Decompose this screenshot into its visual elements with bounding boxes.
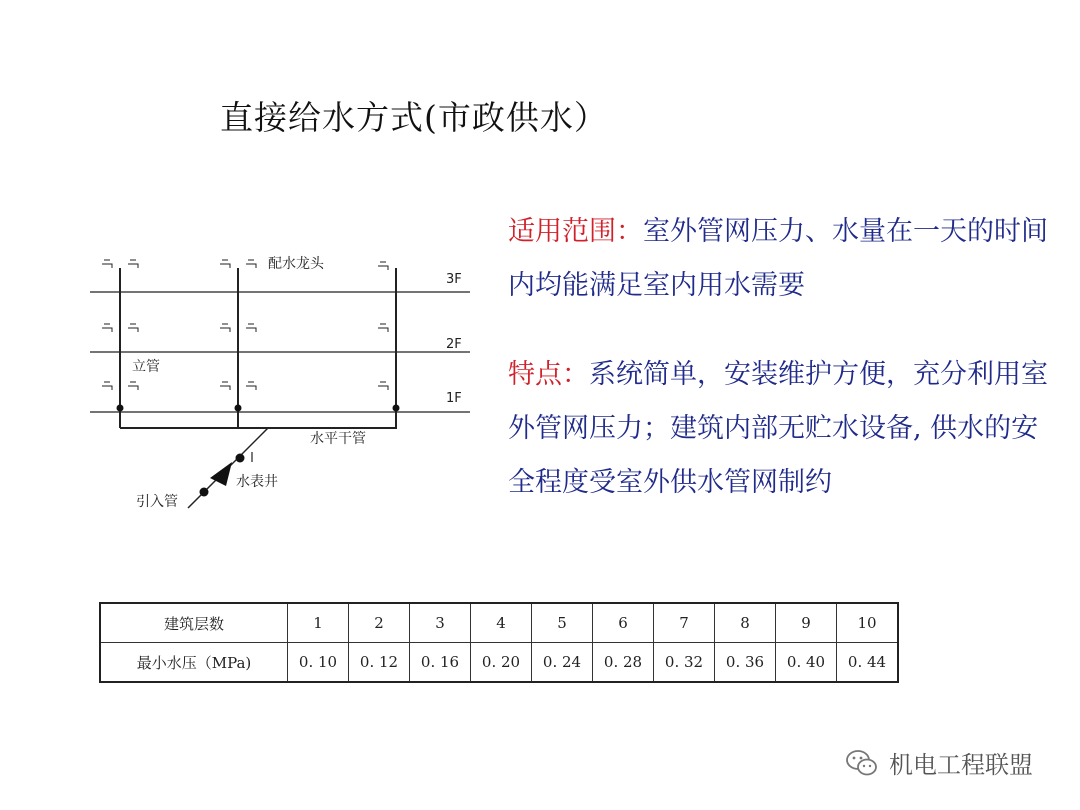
- riser-valve-icons: [117, 405, 400, 412]
- pressure-cell: 0. 10: [288, 643, 349, 683]
- features-text: 系统简单，安装维护方便，充分利用室外管网压力；建筑内部无贮水设备, 供水的安全程度受室外供水管网制约: [508, 359, 1048, 498]
- floor-cell: 9: [776, 603, 837, 643]
- pressure-cell: 0. 24: [532, 643, 593, 683]
- page-title: 直接给水方式(市政供水）: [220, 98, 608, 137]
- pressure-cell: 0. 40: [776, 643, 837, 683]
- faucet-label: 配水龙头: [268, 256, 324, 272]
- inlet-label: 引入管: [136, 494, 178, 510]
- pressure-cell: 0. 16: [410, 643, 471, 683]
- floor-cell: 8: [715, 603, 776, 643]
- table-row-floors: [100, 603, 898, 643]
- pressure-cell: 0. 28: [593, 643, 654, 683]
- floor-cell: 7: [654, 603, 715, 643]
- pressure-cell: 0. 44: [837, 643, 899, 683]
- table-row-pressure: [100, 643, 898, 683]
- scope-label: 适用范围：: [508, 216, 643, 247]
- horizontal-main: [120, 408, 396, 428]
- wechat-icon: [845, 748, 879, 778]
- meter-label: 水表井: [236, 474, 278, 490]
- floor-cell: 1: [288, 603, 349, 643]
- pressure-cell: 0. 32: [654, 643, 715, 683]
- min-pressure-table: [99, 602, 899, 683]
- pressure-header: 最小水压（MPa): [100, 643, 288, 683]
- pressure-cell: 0. 20: [471, 643, 532, 683]
- riser-label: 立管: [132, 359, 160, 375]
- floor-cell: 4: [471, 603, 532, 643]
- floor-cell: 6: [593, 603, 654, 643]
- pressure-cell: 0. 36: [715, 643, 776, 683]
- scope-text: 室外管网压力、水量在一天的时间内均能满足室内用水需要: [508, 216, 1048, 301]
- brand-name: 机电工程联盟: [889, 751, 1033, 779]
- floors-header: 建筑层数: [100, 603, 288, 643]
- floor-label-1f: 1F: [446, 391, 462, 406]
- scope-paragraph: [508, 205, 1053, 313]
- pressure-cell: 0. 12: [349, 643, 410, 683]
- floor-cell: 5: [532, 603, 593, 643]
- floor-cell: 10: [837, 603, 899, 643]
- floor-label-3f: 3F: [446, 272, 462, 287]
- floor-cell: 2: [349, 603, 410, 643]
- floor-label-2f: 2F: [446, 337, 462, 352]
- features-paragraph: [508, 348, 1053, 510]
- brand-watermark: [845, 745, 1033, 780]
- floor-cell: 3: [410, 603, 471, 643]
- features-label: 特点：: [508, 359, 589, 390]
- water-supply-diagram: [80, 240, 480, 530]
- main-label: 水平干管: [310, 431, 366, 447]
